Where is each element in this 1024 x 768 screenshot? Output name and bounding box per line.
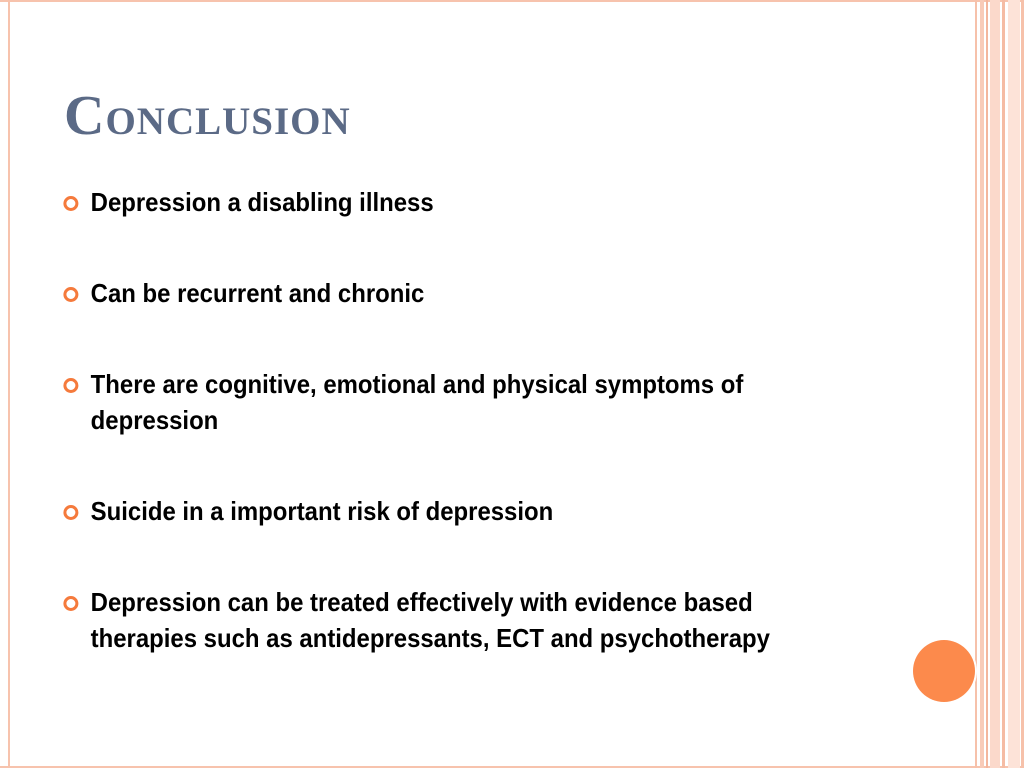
- orange-circle-icon: [913, 640, 975, 702]
- right-stripe: [990, 0, 1000, 768]
- bullet-item: [64, 584, 818, 656]
- right-stripe: [975, 0, 977, 768]
- bullet-item: [64, 275, 818, 311]
- circle-outline-icon: [63, 378, 78, 393]
- right-stripe: [1002, 0, 1005, 768]
- bullet-list: [64, 184, 884, 656]
- slide-title: Conclusion: [64, 85, 351, 147]
- bullet-item: [64, 184, 818, 220]
- bullet-item: [64, 366, 818, 438]
- bullet-text: Depression can be treated effectively with evidence based therapies such as antidepressants, ECT and psychotherapy: [90, 587, 770, 653]
- top-border: [0, 0, 1024, 2]
- right-stripe: [980, 0, 984, 768]
- right-stripe: [986, 0, 988, 768]
- circle-outline-icon: [63, 505, 78, 520]
- bullet-text: Suicide in a important risk of depression: [90, 496, 554, 526]
- right-stripe: [1008, 0, 1020, 768]
- circle-outline-icon: [63, 596, 78, 611]
- bullet-text: Can be recurrent and chronic: [90, 278, 425, 308]
- left-border: [8, 0, 10, 768]
- circle-outline-icon: [63, 196, 78, 211]
- bullet-text: Depression a disabling illness: [90, 187, 434, 217]
- bullet-item: [64, 493, 818, 529]
- circle-outline-icon: [63, 287, 78, 302]
- bullet-text: There are cognitive, emotional and physical symptoms of depression: [90, 369, 744, 435]
